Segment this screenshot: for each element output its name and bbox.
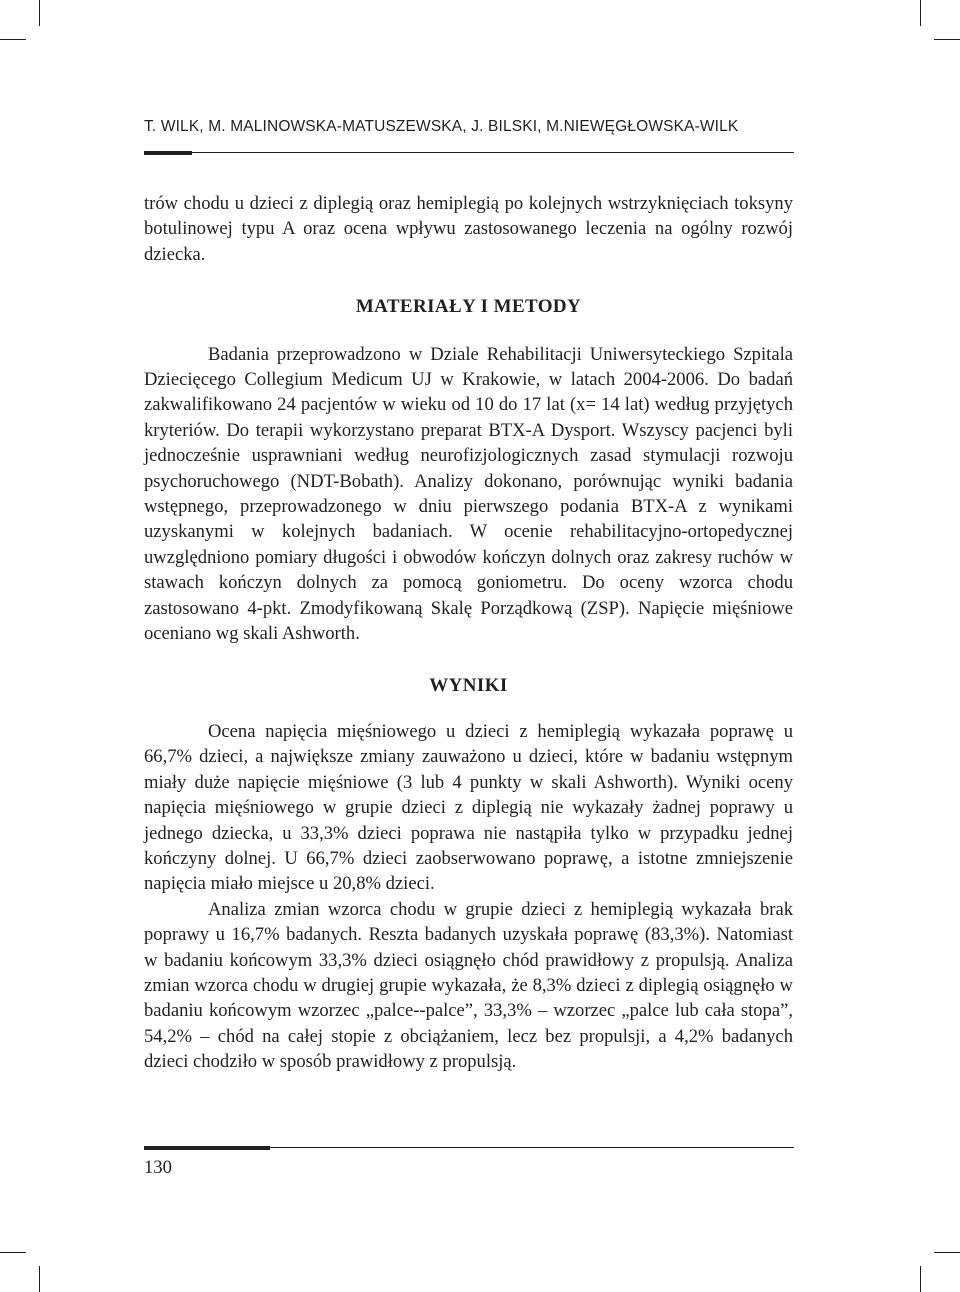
wyniki-paragraph: Analiza zmian wzorca chodu w grupie dzieci z hemiplegią wykazała brak poprawy u 16,7% badanych. Reszta badanych uzyskała poprawę (83,3%). Natomiast w badaniu końcowym 33,3% dzieci osiągnęło chód prawidłowy z propulsją. Analiza zmian wzorca chodu w drugiej grupie wykazała, że 8,3% dzieci z diplegią osiągnęło w badaniu końcowym wzorzec „palce--palce”, 33,3% – wzorzec „palce lub cała stopa”, 54,2% – chód na całej stopie z obciążaniem, lecz bez propulsji, a 4,2% badanych dzieci chodziło w sposób prawidłowy z propulsją.	[144, 898, 793, 1073]
footer-rule-accent	[144, 1146, 270, 1150]
header-rule	[144, 152, 794, 153]
intro-paragraph: trów chodu u dzieci z diplegią oraz hemiplegią po kolejnych wstrzyknięciach toksyny botulinowej typu A oraz ocena wpływu zastosowanego leczenia na ogólny rozwój dziecka.	[144, 193, 793, 265]
section-heading-wyniki: WYNIKI	[429, 674, 508, 696]
header-rule-accent	[144, 151, 192, 155]
crop-mark	[39, 1266, 40, 1292]
crop-mark	[0, 39, 26, 40]
crop-mark	[920, 1266, 921, 1292]
section-heading-materialy: MATERIAŁY I METODY	[355, 296, 582, 318]
crop-mark	[934, 39, 960, 40]
wyniki-paragraph: Ocena napięcia mięśniowego u dzieci z hemiplegią wykazała poprawę u 66,7% dzieci, a największe zmiany zauważono u dzieci, które w badaniu wstępnym miały duże napięcie mięśniowe (3 lub 4 punkty w skali Ashworth). Wyniki oceny napięcia mięśniowego w grupie dzieci z diplegią nie wykazały żadnej poprawy u jednego dziecka, u 33,3% dzieci poprawa nie nastąpiła tylko w przypadku jednej kończyny dolnej. U 66,7% dzieci zaobserwowano poprawę, a istotne zmniejszenie napięcia miało miejsce u 20,8% dzieci.	[144, 720, 793, 895]
page-body	[144, 191, 793, 1075]
crop-mark	[39, 0, 40, 26]
page-number: 130	[144, 1157, 172, 1178]
running-head: T. WILK, M. MALINOWSKA-MATUSZEWSKA, J. BILSKI, M.NIEWĘGŁOWSKA-WILK	[144, 118, 739, 135]
crop-mark	[0, 1252, 26, 1253]
crop-mark	[920, 0, 921, 26]
materialy-paragraph: Badania przeprowadzono w Dziale Rehabilitacji Uniwersyteckiego Szpitala Dziecięcego Collegium Medicum UJ w Krakowie, w latach 2004-2006. Do badań zakwalifikowano 24 pacjentów w wieku od 10 do 17 lat (x= 14 lat) według przyjętych kryteriów. Do terapii wykorzystano preparat BTX-A Dysport. Wszyscy pacjenci byli jednocześnie usprawniani według neurofizjologicznych zasad stymulacji rozwoju psychoruchowego (NDT-Bobath). Analizy dokonano, porównując wyniki badania wstępnego, przeprowadzonego w dniu pierwszego podania BTX-A z wynikami uzyskanymi w kolejnych badaniach. W ocenie rehabilitacyjno-ortopedycznej uwzględniono pomiary długości i obwodów kończyn dolnych oraz zakresy ruchów w stawach kończyn dolnych za pomocą goniometru. Do oceny wzorca chodu zastosowano 4-pkt. Zmodyfikowaną Skalę Porządkową (ZSP). Napięcie mięśniowe oceniano wg skali Ashworth.	[144, 343, 793, 645]
crop-mark	[934, 1252, 960, 1253]
